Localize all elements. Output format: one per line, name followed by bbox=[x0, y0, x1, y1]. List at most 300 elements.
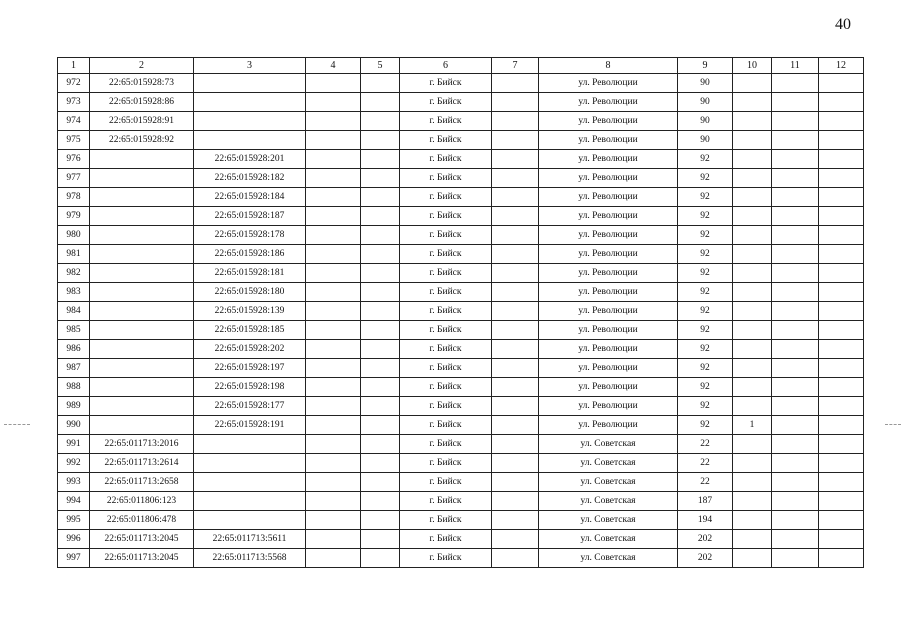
col-4-cell bbox=[306, 530, 361, 549]
row-number-cell: 981 bbox=[58, 245, 90, 264]
col-4-cell bbox=[306, 131, 361, 150]
street-cell: ул. Революции bbox=[539, 359, 678, 378]
row-number-cell: 996 bbox=[58, 530, 90, 549]
col-10-cell bbox=[733, 245, 772, 264]
col-4-cell bbox=[306, 93, 361, 112]
table-row bbox=[58, 169, 864, 188]
street-cell: ул. Советская bbox=[539, 549, 678, 568]
col-11-cell bbox=[772, 169, 819, 188]
col-7-cell bbox=[492, 473, 539, 492]
col-5-cell bbox=[361, 150, 400, 169]
table-row bbox=[58, 416, 864, 435]
col-11-cell bbox=[772, 321, 819, 340]
settlement-cell: г. Бийск bbox=[400, 397, 492, 416]
street-cell: ул. Революции bbox=[539, 207, 678, 226]
house-number-cell: 90 bbox=[678, 112, 733, 131]
col-12-cell bbox=[819, 321, 864, 340]
row-number-cell: 982 bbox=[58, 264, 90, 283]
col-5-cell bbox=[361, 530, 400, 549]
house-number-cell: 92 bbox=[678, 283, 733, 302]
col-7-cell bbox=[492, 131, 539, 150]
col-header: 8 bbox=[539, 58, 678, 74]
table-row bbox=[58, 454, 864, 473]
col-5-cell bbox=[361, 74, 400, 93]
col-4-cell bbox=[306, 169, 361, 188]
col-7-cell bbox=[492, 321, 539, 340]
settlement-cell: г. Бийск bbox=[400, 340, 492, 359]
col-11-cell bbox=[772, 74, 819, 93]
col-10-cell bbox=[733, 150, 772, 169]
col-11-cell bbox=[772, 492, 819, 511]
col-5-cell bbox=[361, 549, 400, 568]
house-number-cell: 92 bbox=[678, 359, 733, 378]
col-11-cell bbox=[772, 549, 819, 568]
settlement-cell: г. Бийск bbox=[400, 302, 492, 321]
col-4-cell bbox=[306, 454, 361, 473]
col-4-cell bbox=[306, 511, 361, 530]
sub-cadastral-number-cell: 22:65:015928:185 bbox=[194, 321, 306, 340]
col-4-cell bbox=[306, 340, 361, 359]
sub-cadastral-number-cell: 22:65:015928:139 bbox=[194, 302, 306, 321]
col-10-cell bbox=[733, 397, 772, 416]
row-number-cell: 975 bbox=[58, 131, 90, 150]
col-12-cell bbox=[819, 226, 864, 245]
table-row bbox=[58, 530, 864, 549]
table-row bbox=[58, 150, 864, 169]
col-5-cell bbox=[361, 435, 400, 454]
col-12-cell bbox=[819, 112, 864, 131]
table-row bbox=[58, 283, 864, 302]
house-number-cell: 187 bbox=[678, 492, 733, 511]
col-7-cell bbox=[492, 207, 539, 226]
col-7-cell bbox=[492, 226, 539, 245]
row-number-cell: 988 bbox=[58, 378, 90, 397]
cadastral-number-cell bbox=[90, 378, 194, 397]
table-row bbox=[58, 359, 864, 378]
col-10-cell bbox=[733, 435, 772, 454]
table-row bbox=[58, 131, 864, 150]
col-11-cell bbox=[772, 245, 819, 264]
house-number-cell: 92 bbox=[678, 378, 733, 397]
col-4-cell bbox=[306, 321, 361, 340]
sub-cadastral-number-cell: 22:65:011713:5611 bbox=[194, 530, 306, 549]
settlement-cell: г. Бийск bbox=[400, 93, 492, 112]
col-12-cell bbox=[819, 473, 864, 492]
row-number-cell: 994 bbox=[58, 492, 90, 511]
col-header: 7 bbox=[492, 58, 539, 74]
col-4-cell bbox=[306, 188, 361, 207]
col-11-cell bbox=[772, 454, 819, 473]
col-10-cell bbox=[733, 454, 772, 473]
sub-cadastral-number-cell: 22:65:015928:201 bbox=[194, 150, 306, 169]
col-10-cell bbox=[733, 473, 772, 492]
street-cell: ул. Революции bbox=[539, 150, 678, 169]
cadastral-number-cell: 22:65:011806:123 bbox=[90, 492, 194, 511]
cadastral-number-cell: 22:65:015928:86 bbox=[90, 93, 194, 112]
street-cell: ул. Революции bbox=[539, 169, 678, 188]
col-7-cell bbox=[492, 264, 539, 283]
col-12-cell bbox=[819, 340, 864, 359]
sub-cadastral-number-cell: 22:65:015928:184 bbox=[194, 188, 306, 207]
sub-cadastral-number-cell: 22:65:015928:198 bbox=[194, 378, 306, 397]
cadastral-number-cell bbox=[90, 302, 194, 321]
table-row bbox=[58, 188, 864, 207]
row-number-cell: 980 bbox=[58, 226, 90, 245]
table-row bbox=[58, 302, 864, 321]
table-row bbox=[58, 549, 864, 568]
street-cell: ул. Революции bbox=[539, 416, 678, 435]
col-12-cell bbox=[819, 169, 864, 188]
col-12-cell bbox=[819, 492, 864, 511]
col-4-cell bbox=[306, 378, 361, 397]
house-number-cell: 92 bbox=[678, 245, 733, 264]
settlement-cell: г. Бийск bbox=[400, 207, 492, 226]
sub-cadastral-number-cell bbox=[194, 74, 306, 93]
col-10-cell bbox=[733, 378, 772, 397]
house-number-cell: 202 bbox=[678, 530, 733, 549]
col-4-cell bbox=[306, 226, 361, 245]
col-7-cell bbox=[492, 530, 539, 549]
col-5-cell bbox=[361, 188, 400, 207]
cadastral-number-cell: 22:65:011713:2658 bbox=[90, 473, 194, 492]
col-7-cell bbox=[492, 150, 539, 169]
col-header: 10 bbox=[733, 58, 772, 74]
street-cell: ул. Революции bbox=[539, 112, 678, 131]
street-cell: ул. Революции bbox=[539, 378, 678, 397]
table-row bbox=[58, 226, 864, 245]
table-row bbox=[58, 112, 864, 131]
street-cell: ул. Революции bbox=[539, 93, 678, 112]
row-number-cell: 989 bbox=[58, 397, 90, 416]
street-cell: ул. Революции bbox=[539, 302, 678, 321]
table-row bbox=[58, 321, 864, 340]
col-7-cell bbox=[492, 245, 539, 264]
col-4-cell bbox=[306, 416, 361, 435]
col-7-cell bbox=[492, 74, 539, 93]
sub-cadastral-number-cell: 22:65:011713:5568 bbox=[194, 549, 306, 568]
col-10-cell bbox=[733, 131, 772, 150]
col-10-cell bbox=[733, 74, 772, 93]
col-11-cell bbox=[772, 340, 819, 359]
row-number-cell: 978 bbox=[58, 188, 90, 207]
sub-cadastral-number-cell: 22:65:015928:178 bbox=[194, 226, 306, 245]
house-number-cell: 92 bbox=[678, 188, 733, 207]
street-cell: ул. Революции bbox=[539, 74, 678, 93]
col-7-cell bbox=[492, 416, 539, 435]
col-header: 1 bbox=[58, 58, 90, 74]
row-number-cell: 973 bbox=[58, 93, 90, 112]
house-number-cell: 90 bbox=[678, 131, 733, 150]
col-12-cell bbox=[819, 454, 864, 473]
col-header: 9 bbox=[678, 58, 733, 74]
sub-cadastral-number-cell bbox=[194, 435, 306, 454]
table-row bbox=[58, 435, 864, 454]
settlement-cell: г. Бийск bbox=[400, 378, 492, 397]
col-11-cell bbox=[772, 93, 819, 112]
col-12-cell bbox=[819, 302, 864, 321]
page-number: 40 bbox=[835, 16, 851, 33]
house-number-cell: 92 bbox=[678, 416, 733, 435]
sub-cadastral-number-cell bbox=[194, 511, 306, 530]
col-7-cell bbox=[492, 302, 539, 321]
street-cell: ул. Советская bbox=[539, 530, 678, 549]
col-5-cell bbox=[361, 511, 400, 530]
col-12-cell bbox=[819, 378, 864, 397]
sub-cadastral-number-cell bbox=[194, 93, 306, 112]
col-5-cell bbox=[361, 264, 400, 283]
col-10-cell bbox=[733, 188, 772, 207]
house-number-cell: 22 bbox=[678, 435, 733, 454]
col-10-cell bbox=[733, 511, 772, 530]
street-cell: ул. Советская bbox=[539, 511, 678, 530]
col-5-cell bbox=[361, 473, 400, 492]
house-number-cell: 92 bbox=[678, 264, 733, 283]
table-row bbox=[58, 473, 864, 492]
header-row bbox=[58, 58, 864, 74]
col-10-cell bbox=[733, 321, 772, 340]
col-4-cell bbox=[306, 492, 361, 511]
col-5-cell bbox=[361, 454, 400, 473]
col-5-cell bbox=[361, 93, 400, 112]
cadastral-number-cell bbox=[90, 340, 194, 359]
cadastral-number-cell bbox=[90, 245, 194, 264]
cadastral-number-cell: 22:65:011713:2614 bbox=[90, 454, 194, 473]
col-4-cell bbox=[306, 245, 361, 264]
street-cell: ул. Советская bbox=[539, 435, 678, 454]
row-number-cell: 972 bbox=[58, 74, 90, 93]
sub-cadastral-number-cell: 22:65:015928:202 bbox=[194, 340, 306, 359]
col-7-cell bbox=[492, 169, 539, 188]
table-row bbox=[58, 492, 864, 511]
col-4-cell bbox=[306, 283, 361, 302]
street-cell: ул. Революции bbox=[539, 226, 678, 245]
settlement-cell: г. Бийск bbox=[400, 245, 492, 264]
settlement-cell: г. Бийск bbox=[400, 226, 492, 245]
sub-cadastral-number-cell bbox=[194, 131, 306, 150]
col-11-cell bbox=[772, 188, 819, 207]
col-11-cell bbox=[772, 511, 819, 530]
table-row bbox=[58, 340, 864, 359]
house-number-cell: 90 bbox=[678, 93, 733, 112]
sub-cadastral-number-cell bbox=[194, 112, 306, 131]
col-5-cell bbox=[361, 302, 400, 321]
sub-cadastral-number-cell: 22:65:015928:180 bbox=[194, 283, 306, 302]
street-cell: ул. Революции bbox=[539, 340, 678, 359]
sub-cadastral-number-cell bbox=[194, 454, 306, 473]
settlement-cell: г. Бийск bbox=[400, 264, 492, 283]
col-4-cell bbox=[306, 435, 361, 454]
col-7-cell bbox=[492, 435, 539, 454]
row-number-cell: 997 bbox=[58, 549, 90, 568]
col-5-cell bbox=[361, 169, 400, 188]
col-7-cell bbox=[492, 549, 539, 568]
row-number-cell: 977 bbox=[58, 169, 90, 188]
col-4-cell bbox=[306, 74, 361, 93]
col-10-cell bbox=[733, 549, 772, 568]
house-number-cell: 92 bbox=[678, 302, 733, 321]
street-cell: ул. Революции bbox=[539, 131, 678, 150]
sub-cadastral-number-cell: 22:65:015928:177 bbox=[194, 397, 306, 416]
sub-cadastral-number-cell: 22:65:015928:191 bbox=[194, 416, 306, 435]
row-number-cell: 993 bbox=[58, 473, 90, 492]
col-11-cell bbox=[772, 207, 819, 226]
sub-cadastral-number-cell: 22:65:015928:181 bbox=[194, 264, 306, 283]
row-number-cell: 985 bbox=[58, 321, 90, 340]
col-10-cell: 1 bbox=[733, 416, 772, 435]
sub-cadastral-number-cell bbox=[194, 492, 306, 511]
cadastral-number-cell bbox=[90, 397, 194, 416]
col-11-cell bbox=[772, 302, 819, 321]
street-cell: ул. Советская bbox=[539, 473, 678, 492]
col-12-cell bbox=[819, 530, 864, 549]
col-4-cell bbox=[306, 150, 361, 169]
settlement-cell: г. Бийск bbox=[400, 131, 492, 150]
col-12-cell bbox=[819, 207, 864, 226]
street-cell: ул. Советская bbox=[539, 492, 678, 511]
street-cell: ул. Революции bbox=[539, 264, 678, 283]
settlement-cell: г. Бийск bbox=[400, 150, 492, 169]
col-5-cell bbox=[361, 226, 400, 245]
col-11-cell bbox=[772, 131, 819, 150]
col-10-cell bbox=[733, 264, 772, 283]
col-12-cell bbox=[819, 188, 864, 207]
row-number-cell: 992 bbox=[58, 454, 90, 473]
col-4-cell bbox=[306, 473, 361, 492]
sub-cadastral-number-cell: 22:65:015928:187 bbox=[194, 207, 306, 226]
table-row bbox=[58, 207, 864, 226]
settlement-cell: г. Бийск bbox=[400, 473, 492, 492]
col-7-cell bbox=[492, 492, 539, 511]
cadastral-number-cell bbox=[90, 359, 194, 378]
col-header: 6 bbox=[400, 58, 492, 74]
col-4-cell bbox=[306, 397, 361, 416]
row-number-cell: 974 bbox=[58, 112, 90, 131]
cadastral-number-cell bbox=[90, 150, 194, 169]
col-10-cell bbox=[733, 169, 772, 188]
sub-cadastral-number-cell: 22:65:015928:182 bbox=[194, 169, 306, 188]
settlement-cell: г. Бийск bbox=[400, 359, 492, 378]
house-number-cell: 22 bbox=[678, 454, 733, 473]
col-10-cell bbox=[733, 226, 772, 245]
street-cell: ул. Революции bbox=[539, 245, 678, 264]
table-body bbox=[58, 74, 864, 568]
cadastral-number-cell: 22:65:015928:92 bbox=[90, 131, 194, 150]
row-number-cell: 979 bbox=[58, 207, 90, 226]
col-11-cell bbox=[772, 264, 819, 283]
col-7-cell bbox=[492, 188, 539, 207]
house-number-cell: 92 bbox=[678, 207, 733, 226]
house-number-cell: 92 bbox=[678, 169, 733, 188]
col-12-cell bbox=[819, 150, 864, 169]
house-number-cell: 92 bbox=[678, 150, 733, 169]
col-4-cell bbox=[306, 359, 361, 378]
cadastral-number-cell: 22:65:011713:2045 bbox=[90, 530, 194, 549]
cadastral-number-cell bbox=[90, 264, 194, 283]
col-4-cell bbox=[306, 302, 361, 321]
street-cell: ул. Революции bbox=[539, 188, 678, 207]
sub-cadastral-number-cell: 22:65:015928:186 bbox=[194, 245, 306, 264]
cadastral-number-cell: 22:65:011713:2016 bbox=[90, 435, 194, 454]
col-11-cell bbox=[772, 435, 819, 454]
settlement-cell: г. Бийск bbox=[400, 283, 492, 302]
col-12-cell bbox=[819, 549, 864, 568]
col-4-cell bbox=[306, 264, 361, 283]
house-number-cell: 92 bbox=[678, 321, 733, 340]
col-header: 2 bbox=[90, 58, 194, 74]
house-number-cell: 90 bbox=[678, 74, 733, 93]
house-number-cell: 194 bbox=[678, 511, 733, 530]
col-10-cell bbox=[733, 302, 772, 321]
table-row bbox=[58, 245, 864, 264]
col-4-cell bbox=[306, 207, 361, 226]
settlement-cell: г. Бийск bbox=[400, 549, 492, 568]
settlement-cell: г. Бийск bbox=[400, 74, 492, 93]
col-header: 4 bbox=[306, 58, 361, 74]
col-10-cell bbox=[733, 207, 772, 226]
registry-table bbox=[57, 57, 864, 568]
row-number-cell: 995 bbox=[58, 511, 90, 530]
col-10-cell bbox=[733, 112, 772, 131]
col-11-cell bbox=[772, 226, 819, 245]
col-11-cell bbox=[772, 283, 819, 302]
scan-artifact-left bbox=[4, 424, 30, 426]
table-row bbox=[58, 264, 864, 283]
cadastral-number-cell: 22:65:011713:2045 bbox=[90, 549, 194, 568]
row-number-cell: 990 bbox=[58, 416, 90, 435]
settlement-cell: г. Бийск bbox=[400, 454, 492, 473]
col-12-cell bbox=[819, 435, 864, 454]
scan-artifact-right bbox=[885, 424, 901, 426]
col-12-cell bbox=[819, 511, 864, 530]
col-12-cell bbox=[819, 245, 864, 264]
col-7-cell bbox=[492, 283, 539, 302]
col-5-cell bbox=[361, 492, 400, 511]
row-number-cell: 976 bbox=[58, 150, 90, 169]
cadastral-number-cell bbox=[90, 207, 194, 226]
col-5-cell bbox=[361, 245, 400, 264]
cadastral-number-cell: 22:65:015928:91 bbox=[90, 112, 194, 131]
col-7-cell bbox=[492, 511, 539, 530]
col-5-cell bbox=[361, 359, 400, 378]
table-row bbox=[58, 74, 864, 93]
house-number-cell: 92 bbox=[678, 226, 733, 245]
col-5-cell bbox=[361, 283, 400, 302]
col-10-cell bbox=[733, 359, 772, 378]
col-12-cell bbox=[819, 397, 864, 416]
cadastral-number-cell bbox=[90, 283, 194, 302]
col-11-cell bbox=[772, 378, 819, 397]
col-10-cell bbox=[733, 93, 772, 112]
col-4-cell bbox=[306, 549, 361, 568]
row-number-cell: 984 bbox=[58, 302, 90, 321]
row-number-cell: 991 bbox=[58, 435, 90, 454]
settlement-cell: г. Бийск bbox=[400, 435, 492, 454]
col-7-cell bbox=[492, 93, 539, 112]
col-11-cell bbox=[772, 416, 819, 435]
sub-cadastral-number-cell bbox=[194, 473, 306, 492]
col-12-cell bbox=[819, 131, 864, 150]
col-4-cell bbox=[306, 112, 361, 131]
col-12-cell bbox=[819, 416, 864, 435]
col-7-cell bbox=[492, 340, 539, 359]
settlement-cell: г. Бийск bbox=[400, 188, 492, 207]
cadastral-number-cell bbox=[90, 321, 194, 340]
col-12-cell bbox=[819, 264, 864, 283]
cadastral-number-cell: 22:65:015928:73 bbox=[90, 74, 194, 93]
col-5-cell bbox=[361, 416, 400, 435]
settlement-cell: г. Бийск bbox=[400, 112, 492, 131]
settlement-cell: г. Бийск bbox=[400, 321, 492, 340]
